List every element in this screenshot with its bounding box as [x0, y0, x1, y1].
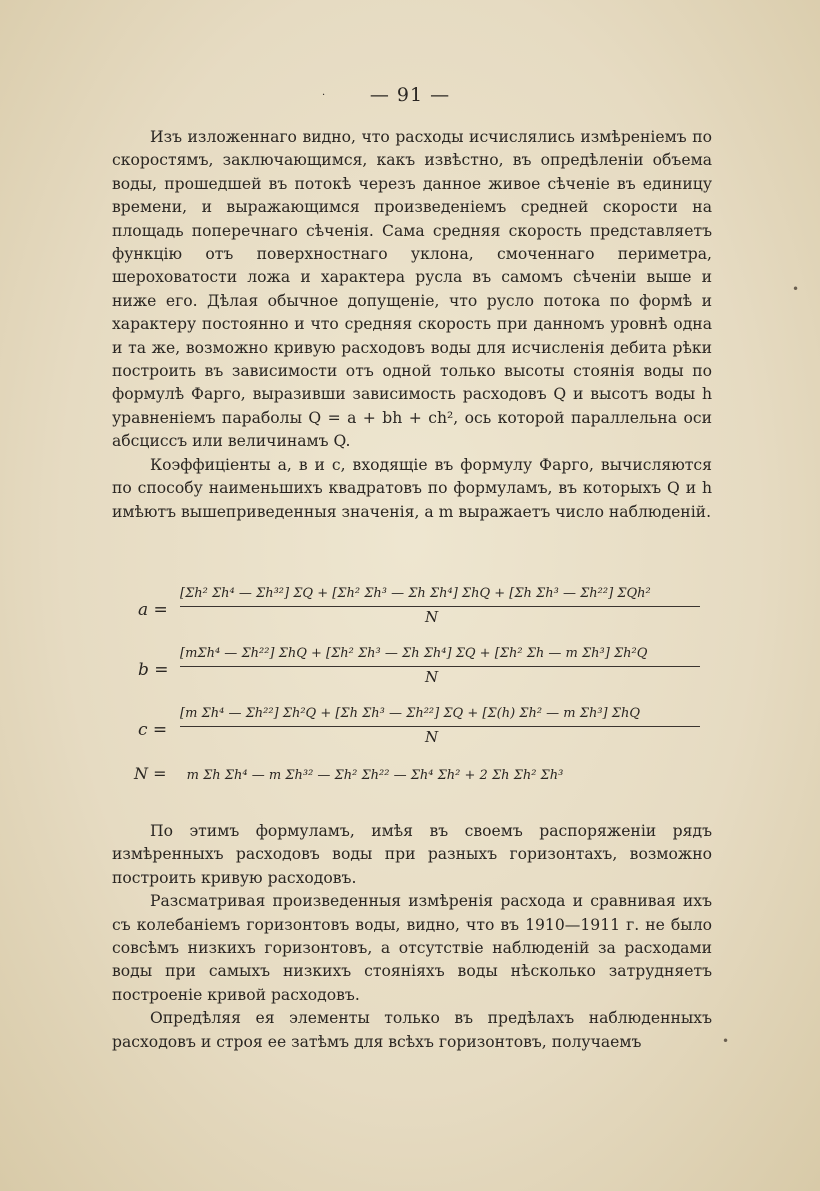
margin-mark: •: [722, 1034, 730, 1048]
margin-mark: •: [792, 282, 800, 296]
text-block-bottom: [112, 820, 712, 1054]
paragraph-4: Разсматривая произведенныя измѣренія расхода и сравнивая ихъ съ колебаніемъ горизонтовъ воды, видно, что въ 1910—1911 г. не было совсѣмъ низкихъ горизонтовъ, а отсутствіе наблюденій за расходами воды при самыхъ низкихъ стояніяхъ воды нѣсколько затрудняетъ построеніе кривой расходовъ.: [112, 892, 712, 1004]
formula-b-numerator: [mΣh⁴ — Σh²²] ΣhQ + [Σh² Σh³ — Σh Σh⁴] ΣQ + [Σh² Σh — m Σh³] Σh²Q: [180, 646, 648, 661]
formula-c-lhs: c =: [138, 720, 168, 740]
formula-c-numerator: [m Σh⁴ — Σh²²] Σh²Q + [Σh Σh³ — Σh²²] ΣQ + [Σ(h) Σh² — m Σh³] ΣhQ: [180, 706, 640, 721]
formula-n-lhs: N =: [134, 764, 167, 783]
formula-a-lhs: a =: [138, 600, 168, 620]
page-number: — 91 —: [369, 84, 451, 106]
text-block-top: [112, 126, 712, 524]
fraction-bar: [180, 606, 700, 607]
formula-a: [120, 586, 720, 636]
paragraph-1: Изъ изложеннаго видно, что расходы исчислялись измѣреніемъ по скоростямъ, заключающимся, какъ извѣстно, въ опредѣленіи объема воды, прошедшей въ потокѣ черезъ данное живое сѣченіе въ единицу времени, и выражающимся произведеніемъ средней скорости на площадь поперечнаго сѣченія. Сама средняя скорость представляетъ функцію отъ поверхностнаго уклона, смоченнаго периметра, шероховатости ложа и характера русла въ самомъ сѣченіи выше и ниже его. Дѣлая обычное допущеніе, что русло потока по формѣ и характеру постоянно и что средняя скорость при данномъ уровнѣ одна и та же, возможно кривую расходовъ воды для исчисленія дебита рѣки построить въ зависимости отъ одной только высоты стоянія воды по формулѣ Фарго, выразивши зависимость расходовъ Q и высотъ воды h уравненіемъ параболы Q = a + bh + ch², ось которой параллельна оси абсциссъ или величинамъ Q.: [112, 128, 712, 451]
formula-c-denominator: N: [425, 728, 439, 746]
formula-a-denominator: N: [425, 608, 439, 626]
formula-b-denominator: N: [425, 668, 439, 686]
formula-n: [134, 764, 563, 783]
formula-c: [120, 706, 720, 756]
fraction-bar: [180, 726, 700, 727]
paragraph-5: Опредѣляя ея элементы только въ предѣлахъ наблюденныхъ расходовъ и строя ее затѣмъ для всѣхъ горизонтовъ, получаемъ: [112, 1009, 712, 1051]
paragraph-2: Коэффиціенты a, в и c, входящіе въ формулу Фарго, вычисляются по способу наименьшихъ квадратовъ по формуламъ, въ которыхъ Q и h имѣютъ вышеприведенныя значенія, а m выражаетъ число наблюденій.: [112, 455, 712, 521]
formula-a-numerator: [Σh² Σh⁴ — Σh³²] ΣQ + [Σh² Σh³ — Σh Σh⁴] ΣhQ + [Σh Σh³ — Σh²²] ΣQh²: [180, 586, 651, 601]
formula-b: [120, 646, 720, 696]
fraction-bar: [180, 666, 700, 667]
formula-n-rhs: m Σh Σh⁴ — m Σh³² — Σh² Σh²² — Σh⁴ Σh² + 2 Σh Σh² Σh³: [186, 768, 564, 783]
formula-b-lhs: b =: [138, 660, 169, 680]
paragraph-3: По этимъ формуламъ, имѣя въ своемъ распоряженіи рядъ измѣренныхъ расходовъ воды при разныхъ горизонтахъ, возможно построить кривую расходовъ.: [112, 822, 712, 887]
print-dot: ·: [322, 90, 326, 101]
